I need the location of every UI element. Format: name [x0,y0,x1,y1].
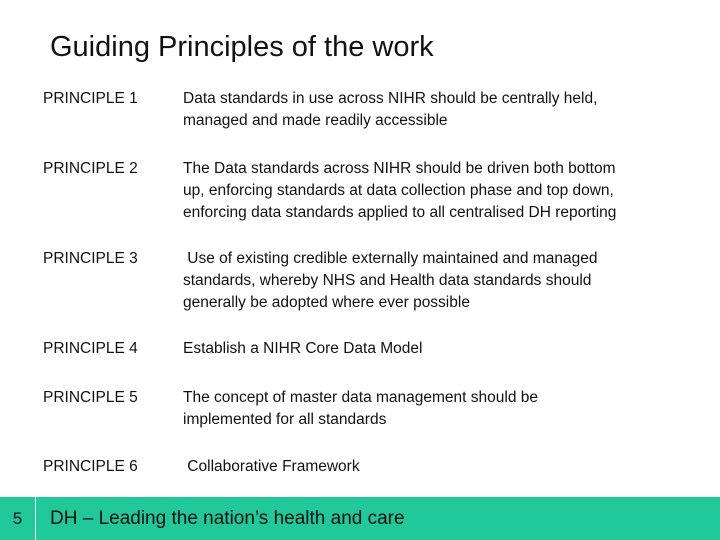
slide-title: Guiding Principles of the work [50,31,434,63]
description-line: Use of existing credible externally maintained and managed [183,250,598,267]
slide-number: 5 [0,497,36,540]
footer-tagline: DH – Leading the nation’s health and care [50,507,405,529]
principle-description [183,88,683,132]
principle-description [183,387,683,431]
description-line: Data standards in use across NIHR should be centrally held, [183,90,598,107]
description-line: enforcing data standards applied to all centralised DH reporting [183,204,617,221]
description-line: implemented for all standards [183,411,387,428]
description-line: standards, whereby NHS and Health data standards should [183,272,592,289]
footer-bar [0,497,720,540]
description-line: up, enforcing standards at data collection phase and top down, [183,182,614,199]
principle-label: PRINCIPLE 4 [43,340,138,357]
principle-description [183,338,683,360]
description-line: The Data standards across NIHR should be driven both bottom [183,160,616,177]
description-line: managed and made readily accessible [183,112,448,129]
principle-label: PRINCIPLE 5 [43,389,138,406]
principle-label: PRINCIPLE 3 [43,250,138,267]
principle-label: PRINCIPLE 1 [43,90,138,107]
principle-label: PRINCIPLE 6 [43,458,138,475]
description-line: Collaborative Framework [183,458,360,475]
principle-label: PRINCIPLE 2 [43,160,138,177]
principle-description [183,158,683,224]
principle-description [183,248,683,314]
principle-description [183,456,683,478]
description-line: Establish a NIHR Core Data Model [183,340,423,357]
description-line: The concept of master data management should be [183,389,538,406]
description-line: generally be adopted where ever possible [183,294,470,311]
